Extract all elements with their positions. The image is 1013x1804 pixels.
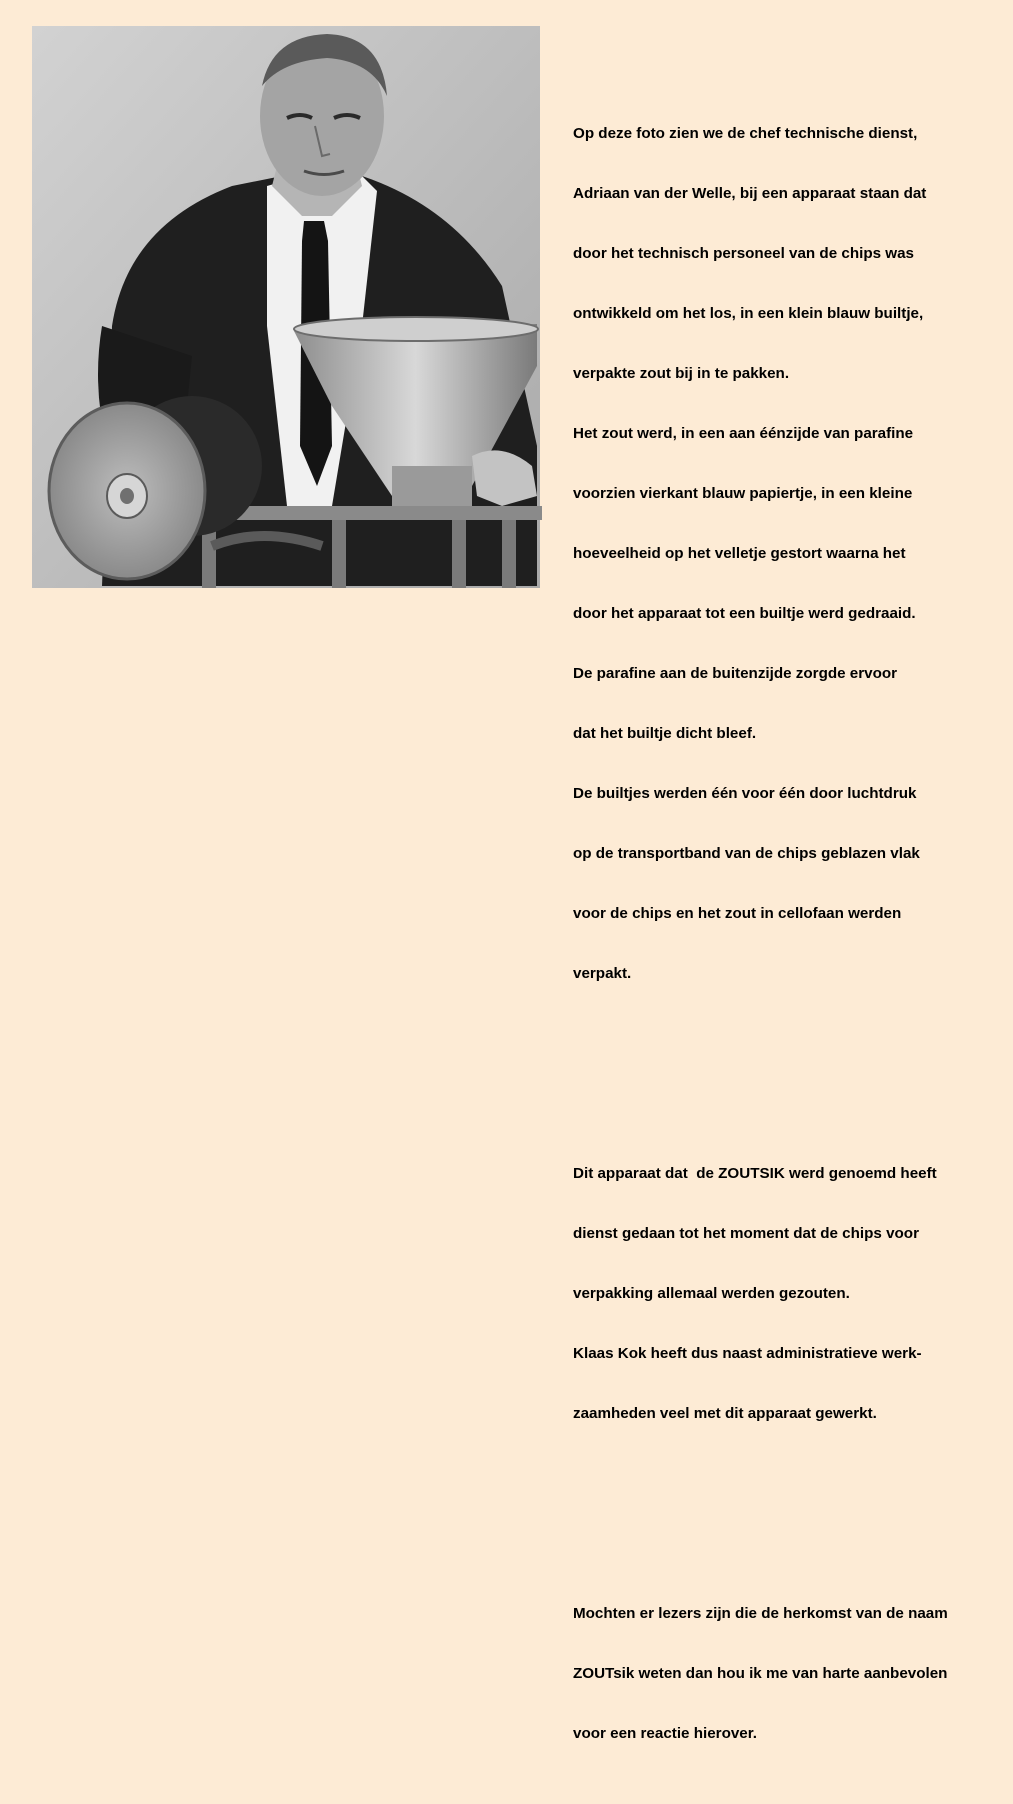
text-line: voorzien vierkant blauw papiertje, in een kleine [573, 485, 913, 502]
text-line: dienst gedaan tot het moment dat de chips voor [573, 1225, 919, 1242]
text-line: verpakking allemaal werden gezouten. [573, 1285, 850, 1302]
text-line: dat het builtje dicht bleef. [573, 725, 757, 742]
text-line: hoeveelheid op het velletje gestort waarna het [573, 545, 906, 562]
text-line: Klaas Kok heeft dus naast administratieve werk- [573, 1345, 922, 1362]
text-line: ZOUTsik weten dan hou ik me van harte aanbevolen [573, 1665, 948, 1682]
paragraph-spacer [573, 1504, 1003, 1524]
text-line: Op deze foto zien we de chef technische dienst, [573, 125, 918, 142]
text-line: De builtjes werden één voor één door luchtdruk [573, 785, 917, 802]
paragraph-1 [573, 84, 1003, 1024]
text-line: voor een reactie hierover. [573, 1725, 758, 1742]
text-line: door het apparaat tot een builtje werd gedraaid. [573, 605, 916, 622]
article-text [573, 44, 1003, 1804]
paragraph-3 [573, 1564, 1003, 1784]
text-line: Mochten er lezers zijn die de herkomst van de naam [573, 1605, 948, 1622]
text-line: ontwikkeld om het los, in een klein blauw builtje, [573, 305, 924, 322]
paragraph-spacer [573, 1064, 1003, 1084]
text-line: Dit apparaat dat de ZOUTSIK werd genoemd heeft [573, 1165, 937, 1182]
text-line: verpakte zout bij in te pakken. [573, 365, 790, 382]
photo [32, 26, 540, 588]
text-line: voor de chips en het zout in cellofaan werden [573, 905, 902, 922]
text-line: op de transportband van de chips geblazen vlak [573, 845, 920, 862]
text-line: zaamheden veel met dit apparaat gewerkt. [573, 1405, 877, 1422]
text-line: Adriaan van der Welle, bij een apparaat staan dat [573, 185, 927, 202]
man-with-machine-illustration [32, 26, 540, 588]
text-line: Het zout werd, in een aan éénzijde van parafine [573, 425, 914, 442]
paragraph-2 [573, 1124, 1003, 1464]
text-line: door het technisch personeel van de chips was [573, 245, 914, 262]
text-line: verpakt. [573, 965, 632, 982]
text-line: De parafine aan de buitenzijde zorgde ervoor [573, 665, 898, 682]
